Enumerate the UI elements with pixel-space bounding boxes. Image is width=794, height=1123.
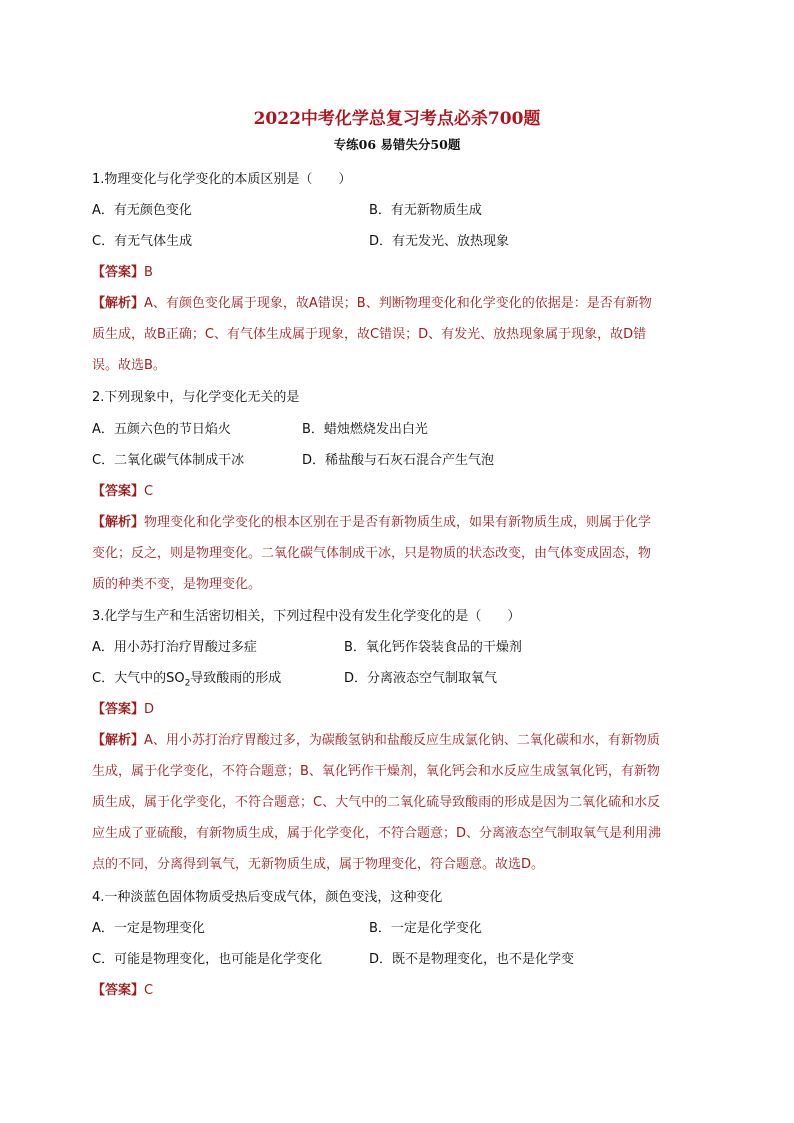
analysis-text: A、用小苏打治疗胃酸过多，为碳酸氢钠和盐酸反应生成氯化钠、二氧化碳和水，有新物质: [144, 733, 660, 748]
question-1-stem: 1.物理变化与化学变化的本质区别是（ ）: [92, 172, 352, 187]
question-3-analysis-line-5: 点的不同，分离得到氧气，无新物质生成，属于物理变化，符合题意。故选D。: [92, 857, 545, 872]
question-3-option-a: A．用小苏打治疗胃酸过多症: [92, 640, 257, 655]
question-1-analysis-line-3: 误。故选B。: [92, 358, 166, 373]
answer-value: D: [144, 702, 155, 717]
question-1-answer: [92, 263, 153, 283]
question-1-option-b: B．有无新物质生成: [369, 203, 482, 218]
document-title: 2022中考化学总复习考点必杀700题: [253, 109, 541, 129]
answer-label: 【答案】: [92, 702, 145, 717]
analysis-label: 【解析】: [92, 733, 145, 748]
question-3-analysis-line-4: 应生成了亚硫酸，有新物质生成，属于化学变化，不符合题意；D、分离液态空气制取氧气是利用沸: [92, 826, 662, 841]
question-4-option-b: B．一定是化学变化: [369, 921, 482, 936]
question-1-option-c: C．有无气体生成: [92, 234, 193, 249]
question-2-option-d: D．稀盐酸与石灰石混合产生气泡: [302, 453, 495, 468]
question-2-option-b: B．蜡烛燃烧发出白光: [302, 422, 428, 437]
question-1-option-d: D．有无发光、放热现象: [369, 234, 510, 249]
question-4-answer: [92, 981, 153, 1001]
question-3-analysis-line-1: [92, 731, 660, 751]
question-3-analysis-line-3: 质生成，属于化学变化，不符合题意；C、大气中的二氧化硫导致酸雨的形成是因为二氧化硫和水反: [92, 795, 661, 810]
analysis-text: 物理变化和化学变化的根本区别在于是否有新物质生成，如果有新物质生成，则属于化学: [144, 515, 652, 530]
question-3-stem: 3.化学与生产和生活密切相关，下列过程中没有发生化学变化的是（ ）: [92, 609, 521, 624]
question-4-option-c: C．可能是物理变化，也可能是化学变化: [92, 952, 323, 967]
question-3-analysis-line-2: 生成，属于化学变化，不符合题意；B、氧化钙作干燥剂，氧化钙会和水反应生成氢氧化钙，有新物: [92, 764, 660, 779]
question-2-option-a: A．五颜六色的节日焰火: [92, 422, 231, 437]
question-3-answer: [92, 700, 154, 720]
answer-value: C: [144, 983, 154, 998]
question-2-answer: [92, 482, 153, 502]
question-2-analysis-line-1: [92, 513, 651, 533]
answer-value: C: [144, 484, 154, 499]
question-4-stem: 4.一种淡蓝色固体物质受热后变成气体，颜色变浅，这种变化: [92, 890, 443, 905]
question-1-analysis-line-2: 质生成，故B正确；C、有气体生成属于现象，故C错误；D、有发光、放热现象属于现象，故D错: [92, 327, 647, 342]
question-4-option-d: D．既不是物理变化，也不是化学变: [369, 952, 575, 967]
question-2-analysis-line-2: 变化；反之，则是物理变化。二氧化碳气体制成干冰，只是物质的状态改变，由气体变成固态，物: [92, 546, 652, 561]
question-2-analysis-line-3: 质的种类不变，是物理变化。: [92, 577, 262, 592]
question-3-option-c: C．大气中的$SO_2$导致酸雨的形成: [92, 671, 282, 689]
question-1-option-a: A．有无颜色变化: [92, 203, 192, 218]
answer-value: B: [144, 265, 153, 280]
question-3-option-d: D．分离液态空气制取氧气: [344, 671, 498, 686]
question-1-analysis-line-1: [92, 294, 652, 314]
answer-label: 【答案】: [92, 484, 145, 499]
question-4-option-a: A．一定是物理变化: [92, 921, 205, 936]
question-3-option-b: B．氧化钙作袋装食品的干燥剂: [344, 640, 522, 655]
analysis-label: 【解析】: [92, 515, 145, 530]
question-2-stem: 2.下列现象中，与化学变化无关的是: [92, 390, 300, 405]
answer-label: 【答案】: [92, 265, 145, 280]
answer-label: 【答案】: [92, 983, 145, 998]
question-2-option-c: C．二氧化碳气体制成干冰: [92, 453, 245, 468]
analysis-label: 【解析】: [92, 296, 145, 311]
document-subtitle: 专练06 易错失分50题: [333, 137, 461, 152]
analysis-text: A、有颜色变化属于现象，故A错误；B、判断物理变化和化学变化的依据是：是否有新物: [144, 296, 652, 311]
